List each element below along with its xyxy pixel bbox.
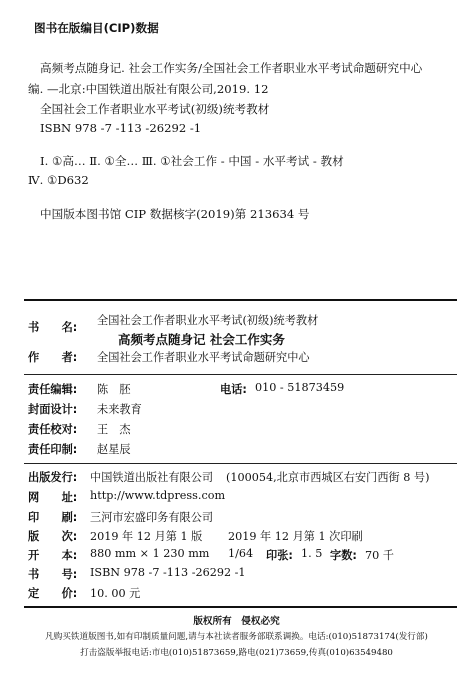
isbn: ISBN 978 -7 -113 -26292 -1 xyxy=(90,566,246,579)
piracy-report: 打击盗版举报电话:市电(010)51873659,路电(021)73659,传真(010)63549480 xyxy=(80,648,393,658)
price-label: 定 价: xyxy=(28,587,78,600)
divider-bottom xyxy=(24,606,457,608)
proofreader: 王 杰 xyxy=(97,423,131,436)
cip-classification-2: Ⅳ. ①D632 xyxy=(28,173,89,187)
book-title: 高频考点随身记 社会工作实务 xyxy=(118,332,285,347)
phone: 010 - 51873459 xyxy=(255,381,345,394)
format: 880 mm × 1 230 mm xyxy=(90,547,210,560)
phone-label: 电话: xyxy=(220,383,247,396)
impression: 2019 年 12 月第 1 次印刷 xyxy=(228,530,363,543)
word-count: 70 千 xyxy=(365,549,394,562)
cip-record-number: 中国版本图书馆 CIP 数据核字(2019)第 213634 号 xyxy=(40,207,310,221)
edition: 2019 年 12 月第 1 版 xyxy=(90,530,203,543)
author-label: 作 者: xyxy=(28,351,78,364)
editor-label: 责任编辑: xyxy=(28,383,78,396)
edition-label: 版 次: xyxy=(28,530,78,543)
website-label: 网 址: xyxy=(28,491,78,504)
divider-editors xyxy=(24,374,457,375)
print-manager-label: 责任印制: xyxy=(28,443,78,456)
format-fold: 1/64 xyxy=(228,547,254,560)
divider-publication xyxy=(24,463,457,464)
cip-line-4: ISBN 978 -7 -113 -26292 -1 xyxy=(40,121,202,135)
isbn-label: 书 号: xyxy=(28,568,78,581)
cip-line-3: 全国社会工作者职业水平考试(初级)统考教材 xyxy=(40,102,270,116)
print-manager: 赵星辰 xyxy=(97,443,131,456)
publisher-address: (100054,北京市西城区右安门西街 8 号) xyxy=(226,471,430,484)
cover-design: 未来教育 xyxy=(97,403,142,416)
format-label: 开 本: xyxy=(28,549,78,562)
book-series: 全国社会工作者职业水平考试(初级)统考教材 xyxy=(97,314,319,327)
printer: 三河市宏盛印务有限公司 xyxy=(90,511,214,524)
cip-line-2: 编. —北京:中国铁道出版社有限公司,2019. 12 xyxy=(28,82,269,96)
quality-notice: 凡购买铁道版图书,如有印制质量问题,请与本社读者服务部联系调换。电话:(010)51873174(发行部) xyxy=(45,632,428,642)
cip-line-1: 高频考点随身记. 社会工作实务/全国社会工作者职业水平考试命题研究中心 xyxy=(40,61,423,75)
website: http://www.tdpress.com xyxy=(90,489,226,502)
divider-top xyxy=(24,299,457,301)
rights-notice: 版权所有 侵权必究 xyxy=(193,616,280,627)
price: 10. 00 元 xyxy=(90,587,141,600)
publisher: 中国铁道出版社有限公司 xyxy=(90,471,214,484)
proofreader-label: 责任校对: xyxy=(28,423,78,436)
cover-design-label: 封面设计: xyxy=(28,403,78,416)
cip-heading: 图书在版编目(CIP)数据 xyxy=(34,21,159,35)
printer-label: 印 刷: xyxy=(28,511,78,524)
publisher-label: 出版发行: xyxy=(28,471,78,484)
editor: 陈 胚 xyxy=(97,383,131,396)
sheets-label: 印张: xyxy=(266,549,293,562)
word-count-label: 字数: xyxy=(330,549,357,562)
book-title-label: 书 名: xyxy=(28,321,78,334)
author: 全国社会工作者职业水平考试命题研究中心 xyxy=(97,351,310,364)
cip-classification-1: Ⅰ. ①高… Ⅱ. ①全… Ⅲ. ①社会工作 - 中国 - 水平考试 - 教材 xyxy=(40,154,344,168)
sheets: 1. 5 xyxy=(301,547,323,560)
